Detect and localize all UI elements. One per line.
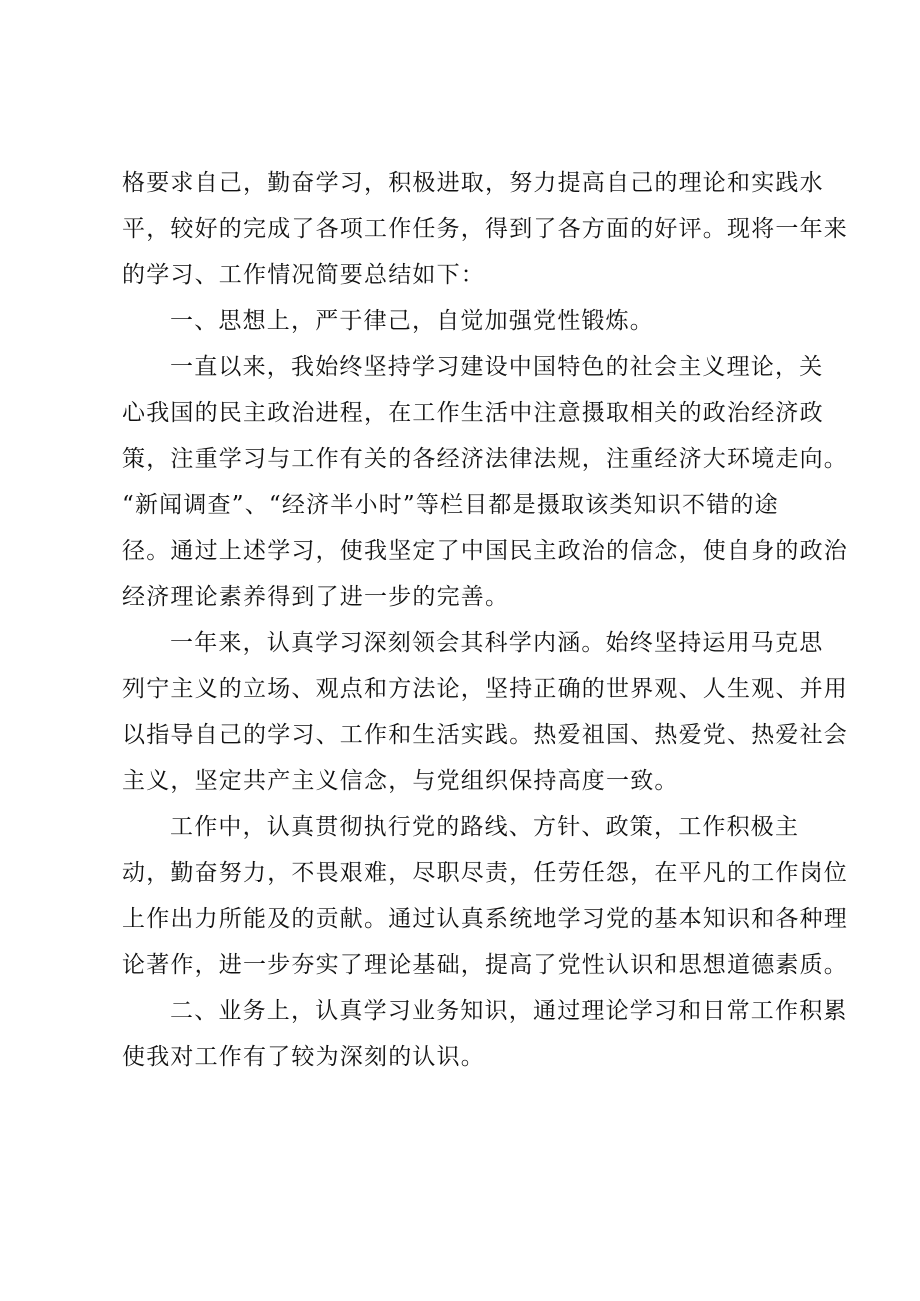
text-line: 平，较好的完成了各项工作任务，得到了各方面的好评。现将一年来 — [122, 216, 848, 242]
text-line: 格要求自己，勤奋学习，积极进取，努力提高自己的理论和实践水 — [122, 170, 824, 196]
text-line: 动，勤奋努力，不畏艰难，尽职尽责，任劳任怨，在平凡的工作岗位 — [122, 860, 848, 886]
text-line: 列宁主义的立场、观点和方法论，坚持正确的世界观、人生观、并用 — [122, 676, 848, 702]
text-line: 以指导自己的学习、工作和生活实践。热爱祖国、热爱党、热爱社会 — [122, 722, 848, 748]
text-line: 一年来，认真学习深刻领会其科学内涵。始终坚持运用马克思 — [170, 630, 824, 656]
text-line: 的学习、工作情况简要总结如下： — [122, 262, 485, 288]
section-heading: 二、业务上，认真学习业务知识，通过理论学习和日常工作积累 — [170, 998, 848, 1024]
text-line: 心我国的民主政治进程，在工作生活中注意摄取相关的政治经济政 — [122, 400, 824, 426]
text-line: 主义，坚定共产主义信念，与党组织保持高度一致。 — [122, 768, 679, 794]
text-line: 一直以来，我始终坚持学习建设中国特色的社会主义理论，关 — [170, 354, 824, 380]
text-line: 工作中，认真贯彻执行党的路线、方针、政策，工作积极主 — [170, 814, 800, 840]
text-line: 径。通过上述学习，使我坚定了中国民主政治的信念，使自身的政治 — [122, 538, 848, 564]
text-line: 策，注重学习与工作有关的各经济法律法规，注重经济大环境走向。 — [122, 446, 848, 472]
text-line: 论著作，进一步夯实了理论基础，提高了党性认识和思想道德素质。 — [122, 952, 848, 978]
text-line: 上作出力所能及的贡献。通过认真系统地学习党的基本知识和各种理 — [122, 906, 848, 932]
text-line: “新闻调查”、“经济半小时”等栏目都是摄取该类知识不错的途 — [122, 492, 779, 518]
text-line: 经济理论素养得到了进一步的完善。 — [122, 584, 510, 610]
section-heading: 一、思想上，严于律己，自觉加强党性锻炼。 — [170, 308, 654, 334]
text-line: 使我对工作有了较为深刻的认识。 — [122, 1044, 485, 1070]
